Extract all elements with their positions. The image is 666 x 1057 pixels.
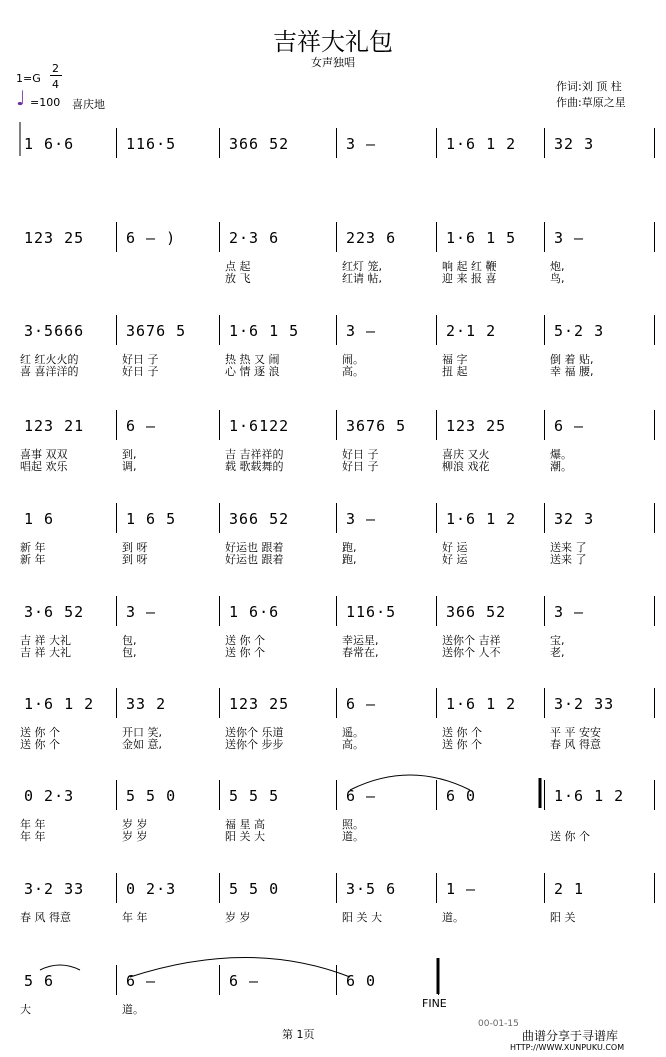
lyric-line-1: 红灯 笼, bbox=[342, 260, 382, 273]
lyric-line-1: 红 红火火的 bbox=[20, 353, 79, 366]
measure-notes: 0 2·3 bbox=[24, 787, 75, 805]
lyric-line-1: 年 年 bbox=[122, 911, 148, 924]
lyric-line-2: 送 你 个 bbox=[20, 738, 60, 751]
measure-notes: 0 2·3 bbox=[126, 880, 177, 898]
lyric-line-1: 福 字 bbox=[442, 353, 468, 366]
measure-notes: 123 25 bbox=[24, 229, 85, 247]
lyric-line-2: 春常在, bbox=[342, 646, 379, 659]
barline bbox=[336, 873, 337, 903]
lyric-line-1: 开口 笑, bbox=[122, 726, 162, 739]
barline bbox=[116, 596, 117, 626]
lyric-line-1: 倒 着 贴, bbox=[550, 353, 594, 366]
time-signature-bottom: 4 bbox=[52, 78, 59, 91]
lyric-line-1: 道。 bbox=[122, 1003, 144, 1016]
barline bbox=[544, 222, 545, 252]
barline bbox=[544, 873, 545, 903]
lyric-line-2: 春 风 得意 bbox=[550, 738, 601, 751]
measure-notes: 1·6122 bbox=[229, 417, 290, 435]
song-title: 吉祥大礼包 bbox=[273, 28, 393, 56]
barline bbox=[436, 780, 437, 810]
lyric-line-1: 响 起 红 鞭 bbox=[442, 260, 497, 273]
lyric-line-2: 阳 关 大 bbox=[225, 830, 265, 843]
measure-notes: 2·1 2 bbox=[446, 322, 497, 340]
barline bbox=[219, 596, 220, 626]
measure-notes: 1·6 1 2 bbox=[446, 695, 517, 713]
measure-notes: 3·5666 bbox=[24, 322, 85, 340]
measure-notes: 6 – bbox=[346, 695, 377, 713]
lyric-line-1: 好日 子 bbox=[342, 448, 379, 461]
barline bbox=[336, 410, 337, 440]
measure-notes: 5 6 bbox=[24, 972, 55, 990]
barline bbox=[544, 315, 545, 345]
measure-notes: 6 0 bbox=[446, 787, 477, 805]
lyric-line-2: 好日 子 bbox=[122, 365, 159, 378]
measure-notes: 3 – bbox=[554, 229, 585, 247]
lyric-line-1: 送 你 个 bbox=[20, 726, 60, 739]
measure-notes: 1 6 5 bbox=[126, 510, 177, 528]
measure-notes: 3 – bbox=[554, 603, 585, 621]
lyric-line-1: 照。 bbox=[342, 818, 364, 831]
barline bbox=[219, 315, 220, 345]
measure-notes: 3 – bbox=[346, 135, 377, 153]
lyric-line-2: 送你个 步步 bbox=[225, 738, 284, 751]
measure-notes: 3·6 52 bbox=[24, 603, 85, 621]
barline bbox=[336, 688, 337, 718]
watermark-text: 曲谱分享于寻谱库 bbox=[522, 1029, 619, 1043]
barline bbox=[544, 410, 545, 440]
measure-notes: 1 6 bbox=[24, 510, 55, 528]
measure-notes: 1·6 1 2 bbox=[446, 510, 517, 528]
lyric-line-2: 包, bbox=[122, 646, 137, 659]
key-signature: 1=G bbox=[16, 72, 41, 85]
expression-marking: 喜庆地 bbox=[72, 98, 105, 111]
barline bbox=[336, 222, 337, 252]
barline bbox=[336, 128, 337, 158]
lyric-line-2: 到 呀 bbox=[122, 553, 148, 566]
lyric-line-1: 喜事 双双 bbox=[20, 448, 68, 461]
lyric-line-2: 跑, bbox=[342, 553, 357, 566]
lyric-line-2: 好运也 跟着 bbox=[225, 553, 284, 566]
barline bbox=[336, 503, 337, 533]
lyric-line-1: 阳 关 bbox=[550, 911, 576, 924]
barline bbox=[116, 222, 117, 252]
measure-notes: 366 52 bbox=[229, 135, 290, 153]
lyric-line-1: 跑, bbox=[342, 541, 357, 554]
lyric-line-2: 好日 子 bbox=[342, 460, 379, 473]
barline bbox=[436, 873, 437, 903]
barline bbox=[219, 965, 220, 995]
barline bbox=[544, 128, 545, 158]
lyric-line-2: 新 年 bbox=[20, 553, 46, 566]
barline bbox=[116, 410, 117, 440]
lyric-line-1: 送来 了 bbox=[550, 541, 587, 554]
barline bbox=[436, 128, 437, 158]
barline bbox=[654, 128, 655, 158]
measure-notes: 1·6 1 5 bbox=[229, 322, 300, 340]
composer-credit: 作曲:草原之星 bbox=[556, 96, 626, 109]
lyric-line-2: 唱起 欢乐 bbox=[20, 460, 68, 473]
measure-notes: 3 – bbox=[346, 510, 377, 528]
barline bbox=[544, 688, 545, 718]
lyric-line-1: 到, bbox=[122, 448, 137, 461]
song-subtitle: 女声独唱 bbox=[311, 56, 355, 69]
measure-notes: 5 5 5 bbox=[229, 787, 280, 805]
measure-notes: 1·6 1 2 bbox=[554, 787, 625, 805]
lyric-line-1: 送 你 个 bbox=[225, 634, 265, 647]
lyric-line-2: 幸 福 腰, bbox=[550, 365, 594, 378]
barline bbox=[654, 873, 655, 903]
measure-notes: 2 1 bbox=[554, 880, 585, 898]
measure-notes: 5 5 0 bbox=[126, 787, 177, 805]
measure-notes: 2·3 6 bbox=[229, 229, 280, 247]
barline bbox=[436, 222, 437, 252]
barline bbox=[436, 410, 437, 440]
lyric-line-1: 炮, bbox=[550, 260, 565, 273]
barline bbox=[116, 688, 117, 718]
measure-notes: 123 21 bbox=[24, 417, 85, 435]
lyric-line-1: 吉 吉祥祥的 bbox=[225, 448, 284, 461]
lyric-line-1: 阳 关 大 bbox=[342, 911, 382, 924]
lyric-line-1: 吉 祥 大礼 bbox=[20, 634, 71, 647]
lyric-line-2: 放 飞 bbox=[225, 272, 251, 285]
lyric-line-2: 高。 bbox=[342, 738, 364, 751]
barline bbox=[116, 780, 117, 810]
measure-notes: 6 – bbox=[126, 417, 157, 435]
lyric-line-1: 闹。 bbox=[342, 353, 364, 366]
measure-notes: 3·5 6 bbox=[346, 880, 397, 898]
barline bbox=[219, 688, 220, 718]
lyric-line-2: 调, bbox=[122, 460, 137, 473]
lyric-line-2: 高。 bbox=[342, 365, 364, 378]
lyric-line-2: 金如 意, bbox=[122, 738, 162, 751]
barline bbox=[116, 965, 117, 995]
barline bbox=[544, 596, 545, 626]
measure-notes: 366 52 bbox=[229, 510, 290, 528]
lyric-line-2: 送 你 个 bbox=[550, 830, 590, 843]
lyric-line-1: 送 你 个 bbox=[442, 726, 482, 739]
barline bbox=[219, 128, 220, 158]
barline bbox=[219, 410, 220, 440]
barline bbox=[219, 873, 220, 903]
lyric-line-2: 载 歌载舞的 bbox=[225, 460, 284, 473]
lyric-line-1: 年 年 bbox=[20, 818, 46, 831]
measure-notes: 1 6·6 bbox=[24, 135, 75, 153]
lyric-line-1: 福 星 高 bbox=[225, 818, 265, 831]
quarter-note-icon: ♩ bbox=[16, 86, 26, 110]
barline bbox=[219, 780, 220, 810]
fine-marking: FINE bbox=[422, 997, 447, 1010]
lyric-line-2: 迎 来 报 喜 bbox=[442, 272, 497, 285]
lyric-line-2: 红请 帖, bbox=[342, 272, 382, 285]
lyric-line-1: 包, bbox=[122, 634, 137, 647]
lyric-line-1: 遥。 bbox=[342, 726, 364, 739]
measure-notes: 3·2 33 bbox=[24, 880, 85, 898]
measure-notes: 3676 5 bbox=[346, 417, 407, 435]
lyric-line-1: 送你个 吉祥 bbox=[442, 634, 501, 647]
barline bbox=[336, 596, 337, 626]
barline bbox=[436, 503, 437, 533]
lyric-line-1: 宝, bbox=[550, 634, 565, 647]
barline bbox=[436, 596, 437, 626]
measure-notes: 6 – ) bbox=[126, 229, 177, 247]
measure-notes: 3 – bbox=[346, 322, 377, 340]
lyric-line-1: 好日 子 bbox=[122, 353, 159, 366]
measure-notes: 6 0 bbox=[346, 972, 377, 990]
measure-notes: 5 5 0 bbox=[229, 880, 280, 898]
barline bbox=[336, 965, 337, 995]
lyric-line-1: 爆。 bbox=[550, 448, 572, 461]
lyric-line-2: 鸟, bbox=[550, 272, 565, 285]
measure-notes: 6 – bbox=[346, 787, 377, 805]
barline bbox=[116, 315, 117, 345]
barline bbox=[116, 873, 117, 903]
lyric-line-2: 年 年 bbox=[20, 830, 46, 843]
barline bbox=[436, 315, 437, 345]
lyric-line-2: 吉 祥 大礼 bbox=[20, 646, 71, 659]
lyric-line-1: 岁 岁 bbox=[122, 818, 148, 831]
barline bbox=[436, 688, 437, 718]
lyric-line-1: 道。 bbox=[442, 911, 464, 924]
barline bbox=[219, 222, 220, 252]
barline bbox=[116, 503, 117, 533]
page-number: 第 1页 bbox=[282, 1028, 315, 1041]
lyric-line-2: 好 运 bbox=[442, 553, 468, 566]
time-signature-divider bbox=[50, 75, 62, 76]
measure-notes: 32 3 bbox=[554, 135, 595, 153]
lyric-line-1: 大 bbox=[20, 1003, 31, 1016]
measure-notes: 3 – bbox=[126, 603, 157, 621]
measure-notes: 5·2 3 bbox=[554, 322, 605, 340]
lyric-line-1: 到 呀 bbox=[122, 541, 148, 554]
lyric-line-2: 送来 了 bbox=[550, 553, 587, 566]
lyric-line-2: 送 你 个 bbox=[225, 646, 265, 659]
lyric-line-2: 潮。 bbox=[550, 460, 572, 473]
lyric-line-1: 热 热 又 闹 bbox=[225, 353, 280, 366]
watermark-url: HTTP://WWW.XUNPUKU.COM bbox=[510, 1043, 625, 1052]
barline bbox=[654, 222, 655, 252]
measure-notes: 1·6 1 5 bbox=[446, 229, 517, 247]
lyric-line-1: 幸运星, bbox=[342, 634, 379, 647]
barline bbox=[654, 315, 655, 345]
lyricist-credit: 作词:刘 顶 柱 bbox=[556, 80, 622, 93]
measure-notes: 116·5 bbox=[126, 135, 177, 153]
barline bbox=[654, 780, 655, 810]
barline bbox=[219, 503, 220, 533]
lyric-line-1: 好运也 跟着 bbox=[225, 541, 284, 554]
lyric-line-2: 扭 起 bbox=[442, 365, 468, 378]
measure-notes: 1 6·6 bbox=[229, 603, 280, 621]
lyric-line-1: 好 运 bbox=[442, 541, 468, 554]
barline bbox=[544, 780, 545, 810]
lyric-line-2: 送你个 人不 bbox=[442, 646, 501, 659]
barline bbox=[336, 780, 337, 810]
measure-notes: 6 – bbox=[554, 417, 585, 435]
tempo-marking: =100 bbox=[30, 96, 61, 109]
lyric-line-2: 柳浪 戏花 bbox=[442, 460, 490, 473]
measure-notes: 366 52 bbox=[446, 603, 507, 621]
barline bbox=[654, 410, 655, 440]
barline bbox=[654, 596, 655, 626]
lyric-line-1: 岁 岁 bbox=[225, 911, 251, 924]
barline bbox=[544, 503, 545, 533]
barline bbox=[654, 503, 655, 533]
measure-notes: 1·6 1 2 bbox=[24, 695, 95, 713]
lyric-line-2: 送 你 个 bbox=[442, 738, 482, 751]
measure-notes: 1 – bbox=[446, 880, 477, 898]
barline bbox=[336, 315, 337, 345]
lyric-line-2: 心 情 逐 浪 bbox=[225, 365, 280, 378]
lyric-line-2: 喜 喜洋洋的 bbox=[20, 365, 79, 378]
barline bbox=[438, 965, 439, 995]
lyric-line-2: 老, bbox=[550, 646, 565, 659]
measure-notes: 33 2 bbox=[126, 695, 167, 713]
measure-notes: 3·2 33 bbox=[554, 695, 615, 713]
measure-notes: 32 3 bbox=[554, 510, 595, 528]
barline bbox=[116, 128, 117, 158]
measure-notes: 1·6 1 2 bbox=[446, 135, 517, 153]
lyric-line-1: 新 年 bbox=[20, 541, 46, 554]
lyric-line-2: 岁 岁 bbox=[122, 830, 148, 843]
lyric-line-1: 点 起 bbox=[225, 260, 251, 273]
measure-notes: 123 25 bbox=[229, 695, 290, 713]
lyric-line-2: 道。 bbox=[342, 830, 364, 843]
measure-notes: 123 25 bbox=[446, 417, 507, 435]
lyric-line-1: 平 平 安安 bbox=[550, 726, 601, 739]
measure-notes: 6 – bbox=[229, 972, 260, 990]
measure-notes: 6 – bbox=[126, 972, 157, 990]
lyric-line-1: 送你个 乐道 bbox=[225, 726, 284, 739]
measure-notes: 3676 5 bbox=[126, 322, 187, 340]
measure-notes: 116·5 bbox=[346, 603, 397, 621]
lyric-line-1: 喜庆 又火 bbox=[442, 448, 490, 461]
lyric-line-1: 春 风 得意 bbox=[20, 911, 71, 924]
time-signature-top: 2 bbox=[52, 62, 59, 75]
barline bbox=[654, 688, 655, 718]
measure-notes: 223 6 bbox=[346, 229, 397, 247]
date-fragment: 00-01-15 bbox=[478, 1019, 519, 1029]
